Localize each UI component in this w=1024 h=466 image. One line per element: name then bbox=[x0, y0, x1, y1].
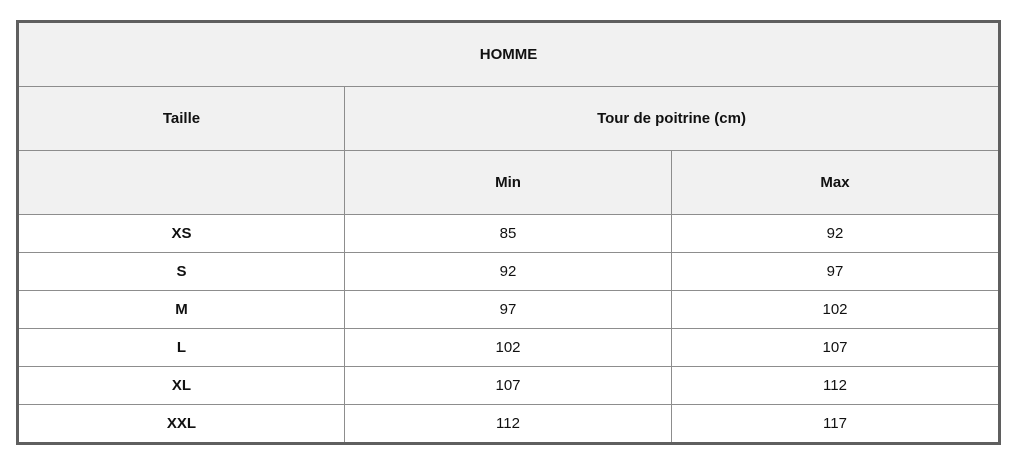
max-cell: 112 bbox=[672, 367, 1000, 405]
size-cell: XL bbox=[18, 367, 345, 405]
min-cell: 112 bbox=[345, 405, 672, 444]
size-chart-table bbox=[16, 20, 1001, 445]
subheader-row bbox=[18, 151, 1000, 215]
min-cell: 85 bbox=[345, 215, 672, 253]
empty-header-cell bbox=[18, 151, 345, 215]
title-row bbox=[18, 22, 1000, 87]
size-cell: M bbox=[18, 291, 345, 329]
table-row bbox=[18, 215, 1000, 253]
table-row bbox=[18, 291, 1000, 329]
table-row bbox=[18, 253, 1000, 291]
max-cell: 117 bbox=[672, 405, 1000, 444]
min-cell: 92 bbox=[345, 253, 672, 291]
column-header-size: Taille bbox=[18, 87, 345, 151]
min-cell: 102 bbox=[345, 329, 672, 367]
column-header-max: Max bbox=[672, 151, 1000, 215]
max-cell: 107 bbox=[672, 329, 1000, 367]
size-cell: XXL bbox=[18, 405, 345, 444]
size-cell: L bbox=[18, 329, 345, 367]
column-header-min: Min bbox=[345, 151, 672, 215]
table-row bbox=[18, 329, 1000, 367]
size-cell: XS bbox=[18, 215, 345, 253]
header-row bbox=[18, 87, 1000, 151]
table-row bbox=[18, 367, 1000, 405]
min-cell: 107 bbox=[345, 367, 672, 405]
max-cell: 92 bbox=[672, 215, 1000, 253]
min-cell: 97 bbox=[345, 291, 672, 329]
size-cell: S bbox=[18, 253, 345, 291]
column-header-chest: Tour de poitrine (cm) bbox=[345, 87, 1000, 151]
table-title: HOMME bbox=[18, 22, 1000, 87]
max-cell: 97 bbox=[672, 253, 1000, 291]
table-row bbox=[18, 405, 1000, 444]
max-cell: 102 bbox=[672, 291, 1000, 329]
